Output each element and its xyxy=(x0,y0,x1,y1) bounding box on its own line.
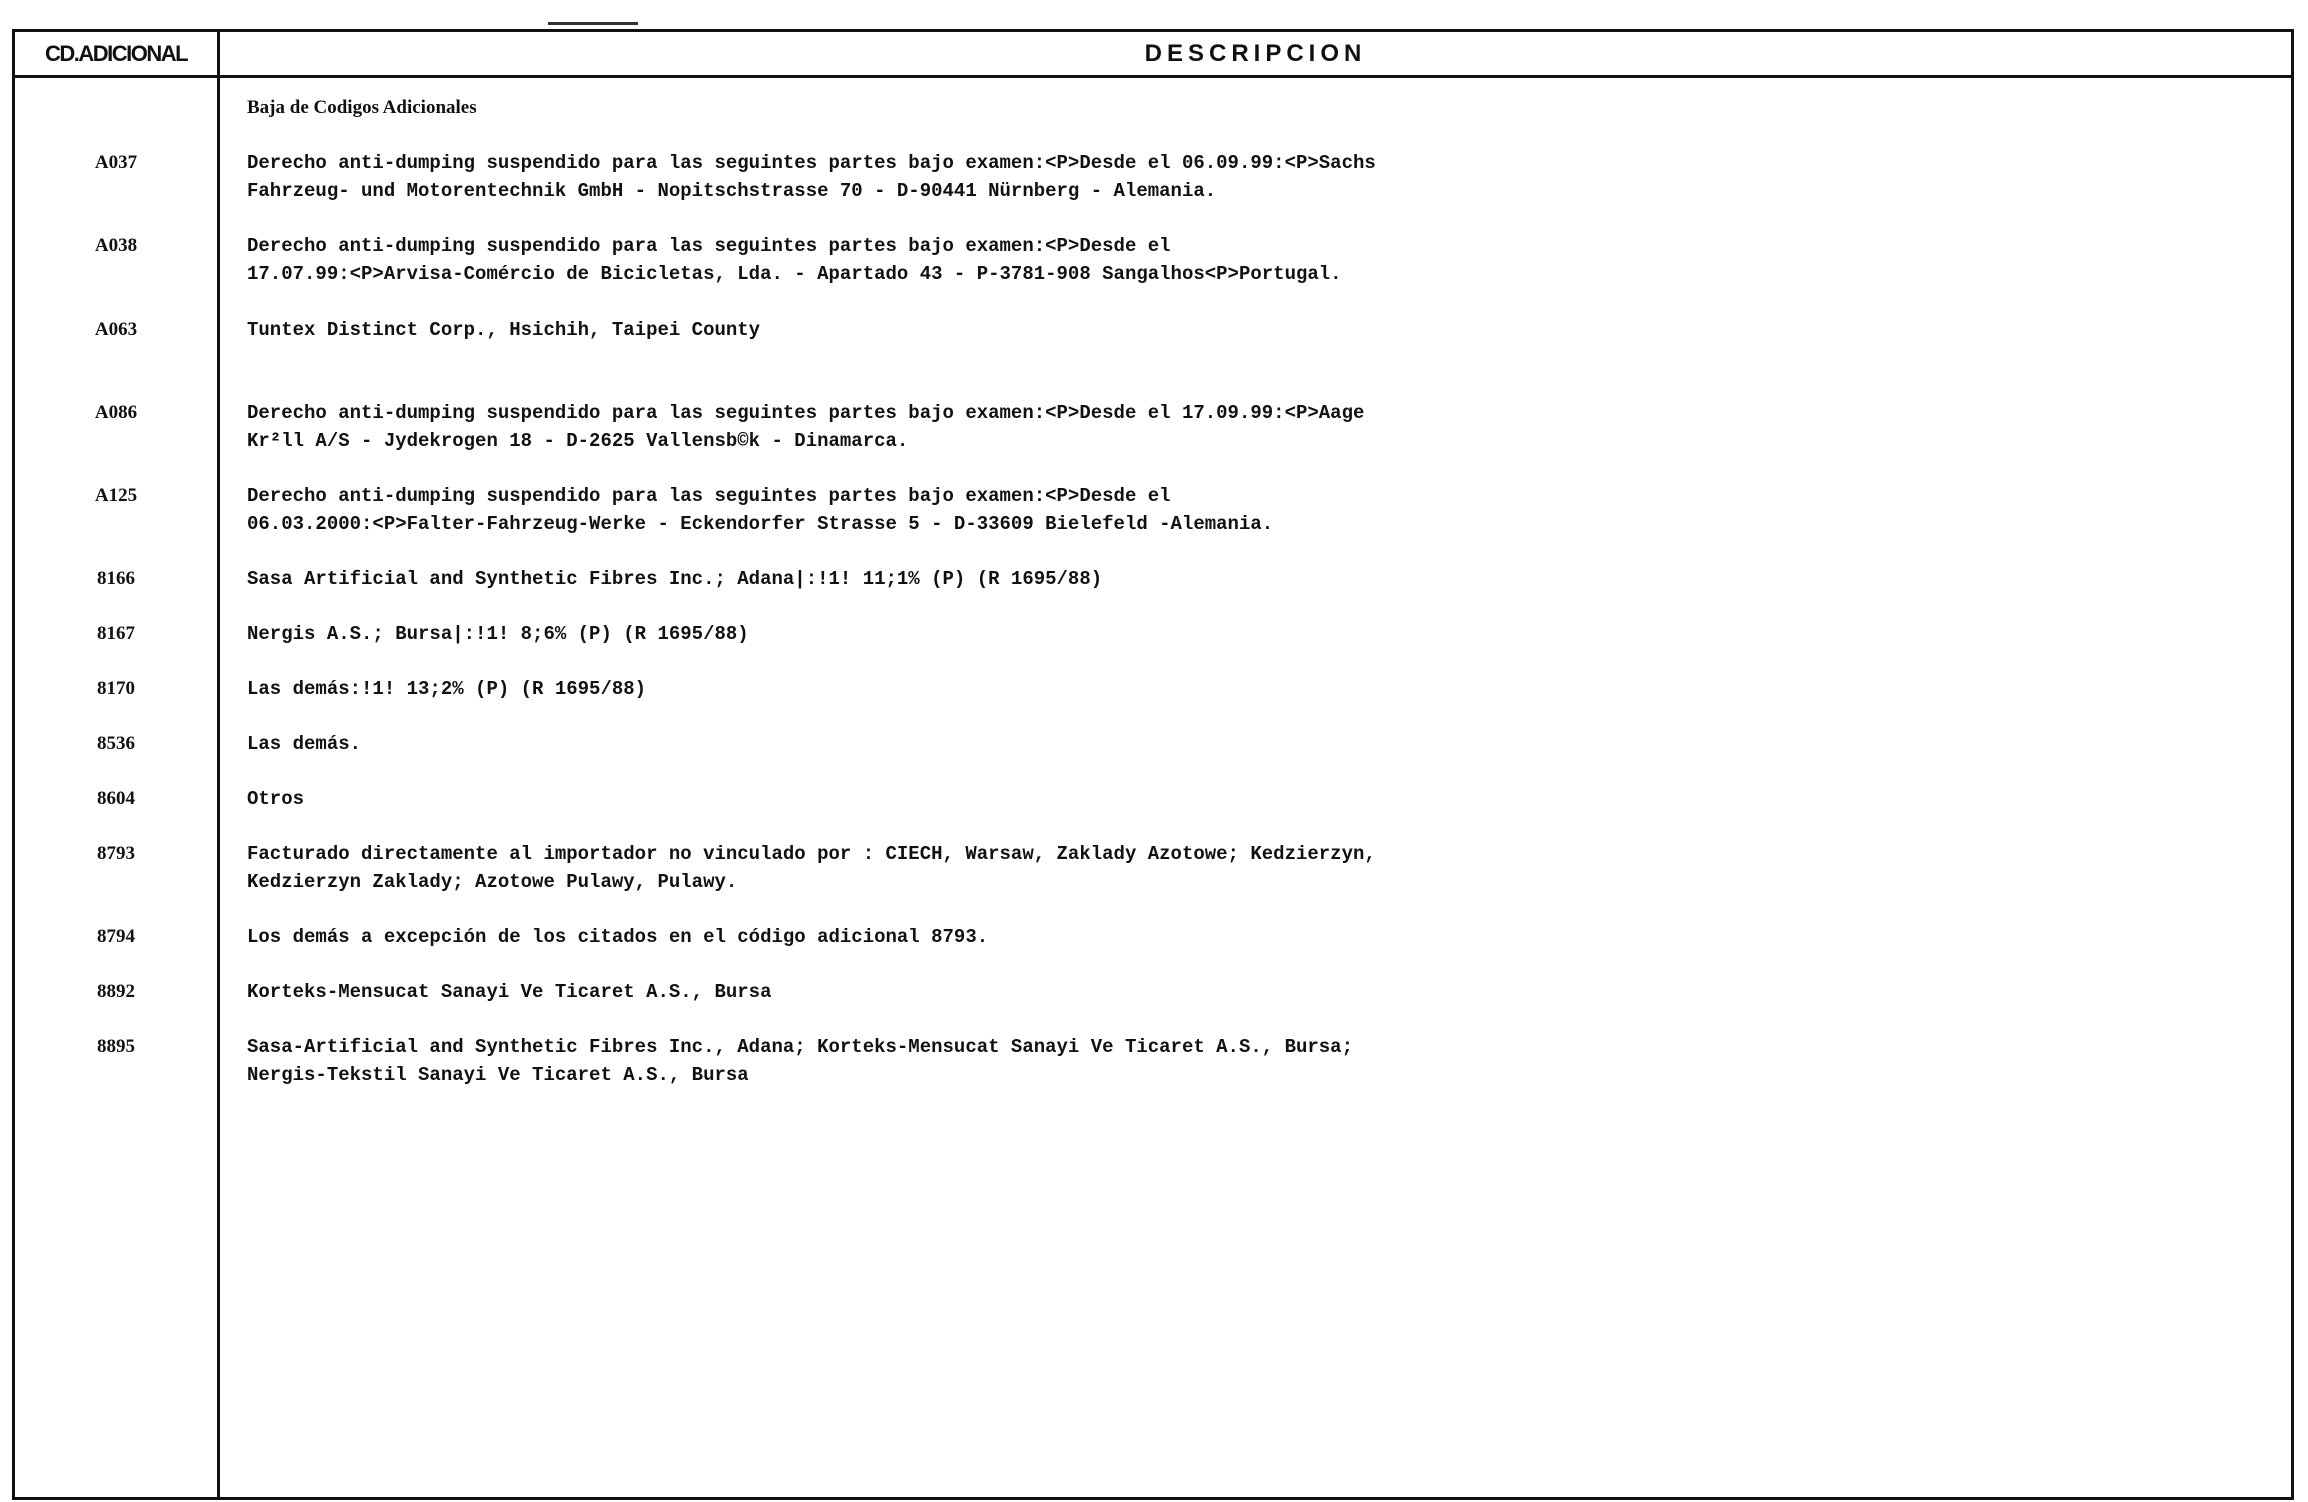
description-line: Derecho anti-dumping suspendido para las seguintes partes bajo examen:<P>Desde el xyxy=(247,485,1171,507)
description-line: Sasa-Artificial and Synthetic Fibres Inc., Adana; Korteks-Mensucat Sanayi Ve Ticaret A.S., Bursa; xyxy=(247,1036,1353,1058)
row-code: 8892 xyxy=(97,981,135,1002)
row-description xyxy=(247,482,2147,538)
row-code: 8536 xyxy=(97,733,135,754)
description-line: Derecho anti-dumping suspendido para las seguintes partes bajo examen:<P>Desde el 17.09.99:<P>Aage xyxy=(247,402,1365,424)
row-code: A063 xyxy=(94,319,138,340)
scan-mark xyxy=(548,22,638,25)
row-code: 8166 xyxy=(97,568,135,589)
column-header-code: CD.ADICIONAL xyxy=(44,41,188,66)
row-description xyxy=(247,785,2147,813)
row-code: 8793 xyxy=(97,843,135,864)
description-line: Kedzierzyn Zaklady; Azotowe Pulawy, Pulawy. xyxy=(247,871,738,893)
column-header-description: DESCRIPCION xyxy=(1144,40,1367,67)
section-title: Baja de Codigos Adicionales xyxy=(247,97,477,118)
row-description xyxy=(247,923,2147,951)
row-description xyxy=(247,232,2147,288)
row-code: A037 xyxy=(94,152,138,173)
description-line: Otros xyxy=(247,788,305,810)
description-line: Fahrzeug- und Motorentechnik GmbH - Nopitschstrasse 70 - D-90441 Nürnberg - Alemania. xyxy=(247,180,1217,202)
row-description xyxy=(247,399,2147,455)
column-divider xyxy=(217,32,220,1497)
description-line: Kr²ll A/S - Jydekrogen 18 - D-2625 Vallensb©k - Dinamarca. xyxy=(247,430,909,452)
row-code: A086 xyxy=(94,402,138,423)
additional-codes-table xyxy=(12,29,2294,1500)
description-line: Las demás. xyxy=(247,733,362,755)
description-line: Tuntex Distinct Corp., Hsichih, Taipei County xyxy=(247,319,761,341)
description-line: Nergis-Tekstil Sanayi Ve Ticaret A.S., Bursa xyxy=(247,1064,749,1086)
row-description xyxy=(247,978,2147,1006)
row-description xyxy=(247,149,2147,205)
header-divider xyxy=(15,75,2291,78)
description-line: Nergis A.S.; Bursa|:!1! 8;6% (P) (R 1695/88) xyxy=(247,623,749,645)
row-description xyxy=(247,675,2147,703)
row-code: 8167 xyxy=(97,623,135,644)
row-description xyxy=(247,1033,2147,1089)
row-code: A125 xyxy=(94,485,138,506)
description-line: 17.07.99:<P>Arvisa-Comércio de Bicicletas, Lda. - Apartado 43 - P-3781-908 Sangalhos<P>Portugal. xyxy=(247,263,1342,285)
description-line: Derecho anti-dumping suspendido para las seguintes partes bajo examen:<P>Desde el 06.09.99:<P>Sachs xyxy=(247,152,1376,174)
description-line: Sasa Artificial and Synthetic Fibres Inc.; Adana|:!1! 11;1% (P) (R 1695/88) xyxy=(247,568,1103,590)
row-description xyxy=(247,316,2147,344)
description-line: Las demás:!1! 13;2% (P) (R 1695/88) xyxy=(247,678,647,700)
description-line: 06.03.2000:<P>Falter-Fahrzeug-Werke - Eckendorfer Strasse 5 - D-33609 Bielefeld -Alemania. xyxy=(247,513,1274,535)
row-code: 8604 xyxy=(97,788,135,809)
row-description xyxy=(247,840,2147,896)
row-description xyxy=(247,620,2147,648)
description-line: Los demás a excepción de los citados en el código adicional 8793. xyxy=(247,926,989,948)
row-code: 8895 xyxy=(97,1036,135,1057)
row-code: 8794 xyxy=(97,926,135,947)
description-line: Korteks-Mensucat Sanayi Ve Ticaret A.S., Bursa xyxy=(247,981,772,1003)
description-line: Facturado directamente al importador no vinculado por : CIECH, Warsaw, Zaklady Azotowe; Kedzierzyn, xyxy=(247,843,1376,865)
description-line: Derecho anti-dumping suspendido para las seguintes partes bajo examen:<P>Desde el xyxy=(247,235,1171,257)
row-description xyxy=(247,565,2147,593)
row-code: A038 xyxy=(94,235,138,256)
row-description xyxy=(247,730,2147,758)
row-code: 8170 xyxy=(97,678,135,699)
